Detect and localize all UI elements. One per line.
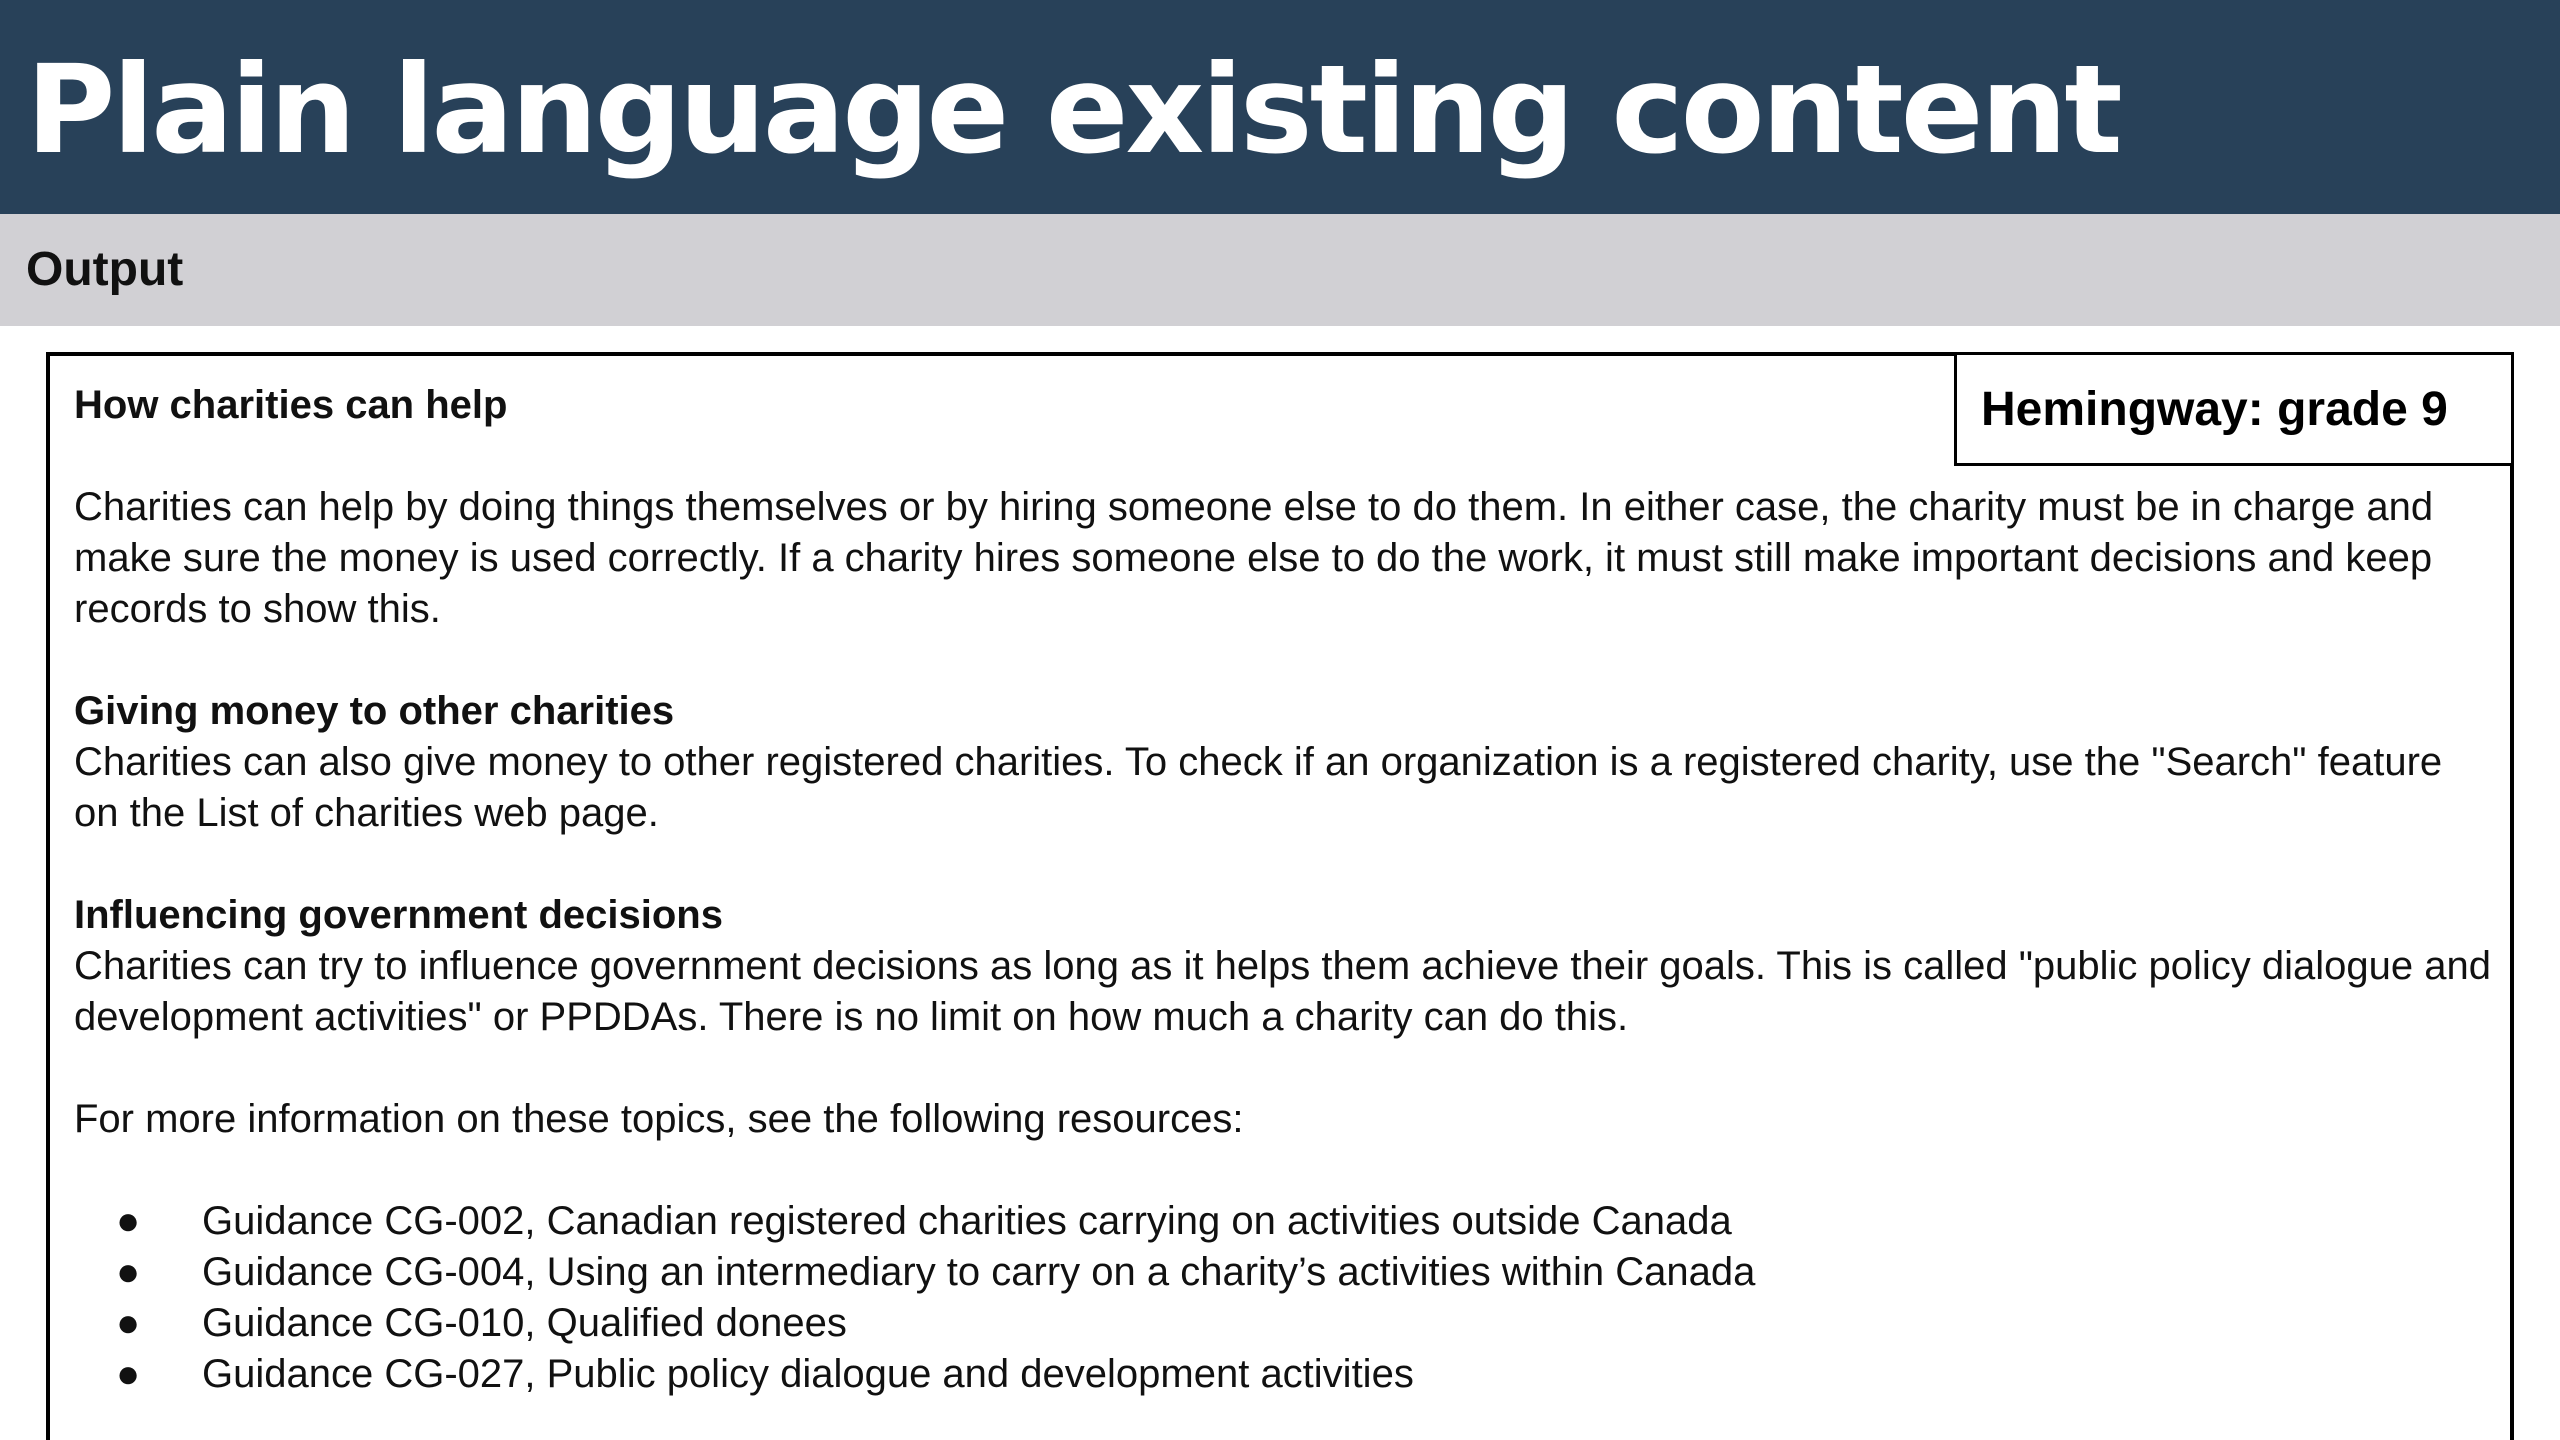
- bullet-icon: ●: [116, 1199, 141, 1243]
- section-banner: [0, 214, 2560, 326]
- resource-text: Guidance CG-027, Public policy dialogue and development activities: [202, 1352, 1414, 1396]
- document-body: [74, 380, 2494, 1400]
- section-body-giving: Charities can also give money to other registered charities. To check if an organization is a registered charity, use the "Search" feature on the List of charities web page.: [74, 740, 2443, 835]
- bullet-icon: ●: [116, 1250, 141, 1294]
- title-banner: [0, 0, 2560, 214]
- bullet-icon: ●: [116, 1301, 141, 1345]
- slide-title: Plain language existing content: [26, 39, 2120, 181]
- output-content-box: [46, 352, 2514, 1440]
- resources-list: [74, 1196, 2494, 1400]
- list-item: [74, 1196, 2494, 1247]
- document-heading: How charities can help: [74, 383, 508, 427]
- section-heading-giving: Giving money to other charities: [74, 689, 675, 733]
- section-body-influencing: Charities can try to influence government decisions as long as it helps them achieve their goals. This is called "public policy dialogue and development activities" or PPDDAs. There is no limit on how much a charity can do this.: [74, 944, 2492, 1039]
- resource-text: Guidance CG-002, Canadian registered charities carrying on activities outside Canada: [202, 1199, 1732, 1243]
- intro-paragraph: Charities can help by doing things themselves or by hiring someone else to do them. In either case, the charity must be in charge and make sure the money is used correctly. If a charity hires someone else to do the work, it must still make important decisions and keep records to show this.: [74, 485, 2434, 631]
- readability-grade: Hemingway: grade 9: [1981, 383, 2448, 436]
- list-item: [74, 1247, 2494, 1298]
- resource-text: Guidance CG-004, Using an intermediary to carry on a charity’s activities within Canada: [202, 1250, 1756, 1294]
- resource-text: Guidance CG-010, Qualified donees: [202, 1301, 847, 1345]
- resources-intro: For more information on these topics, see the following resources:: [74, 1097, 1244, 1141]
- section-heading-influencing: Influencing government decisions: [74, 893, 723, 937]
- list-item: [74, 1349, 2494, 1400]
- bullet-icon: ●: [116, 1352, 141, 1396]
- section-label: Output: [26, 243, 184, 296]
- list-item: [74, 1298, 2494, 1349]
